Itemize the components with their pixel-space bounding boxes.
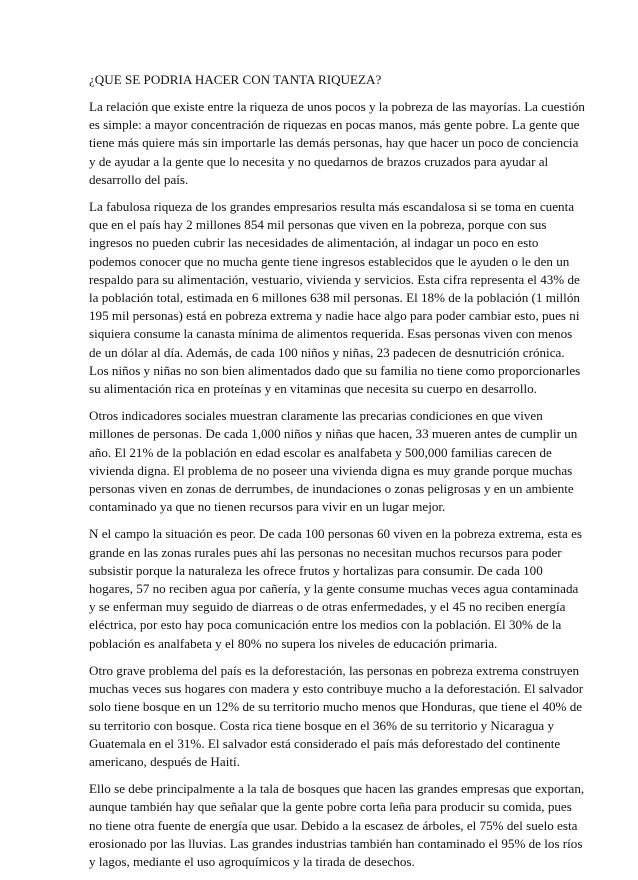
paragraph-riqueza-pobreza: La relación que existe entre la riqueza de unos pocos y la pobreza de las mayorías. La cuestión es simple: a mayor concentración de riquezas en pocas manos, más gente pobre. La gente que tiene más quiere más sin importarle las demás personas, hay que hacer un poco de conciencia y de ayudar a la gente que lo necesita y no quedarnos de brazos cruzados para ayudar al desarrollo del país. (89, 99, 585, 187)
paragraph-empresarios-pobreza: La fabulosa riqueza de los grandes empresarios resulta más escandalosa si se toma en cuenta que en el país hay 2 millones 854 mil personas que viven en la pobreza, porque con sus ingresos no pueden cubrir las necesidades de alimentación, al indagar un poco en esto podemos conocer que no mucha gente tiene ingresos establecidos que le ayuden o le den un respaldo para su alimentación, vestuario, vivienda y servicios. Esta cifra representa el 43% de la población total, estimada en 6 millones 638 mil personas. El 18% de la población (1 millón 195 mil personas) está en pobreza extrema y nadie hace algo para poder cambiar esto, pues ni siquiera consume la canasta mínima de alimentos requerida. Esas personas viven con menos de un dólar al día. Además, de cada 100 niños y niñas, 23 padecen de desnutrición crónica. Los niños y niñas no son bien alimentados dado que su familia no tiene como proporcionarles su alimentación rica en proteínas y en vitaminas que necesita su cuerpo en desarrollo. (89, 199, 581, 397)
document-title: ¿QUE SE PODRIA HACER CON TANTA RIQUEZA? (89, 72, 382, 87)
paragraph-tala-bosques: Ello se debe principalmente a la tala de bosques que hacen las grandes empresas que exportan, aunque también hay que señalar que la gente pobre corta leña para producir su comida, pues no tiene otra fuente de energía que usar. Debido a la escasez de árboles, el 75% del suelo esta erosionado por las lluvias. Las grandes industrias también han contaminado el 95% de los ríos y lagos, mediante el uso agroquímicos y la tirada de desechos. (89, 781, 585, 869)
paragraph-deforestacion: Otro grave problema del país es la deforestación, las personas en pobreza extrema construyen muchas veces sus hogares con madera y esto contribuye mucho a la deforestación. El salvador solo tiene bosque en un 12% de su territorio mucho menos que Honduras, que tiene el 40% de su territorio con bosque. Costa rica tiene bosque en el 36% de su territorio y Nicaragua y Guatemala en el 31%. El salvador está considerado el país más deforestado del continente americano, después de Haití. (89, 662, 584, 769)
document-body (89, 71, 586, 880)
paragraph-campo: N el campo la situación es peor. De cada 100 personas 60 viven en la pobreza extrema, esta es grande en las zonas rurales pues ahí las personas no necesitan muchos recursos para poder subsistir porque la naturaleza les ofrece frutos y hortalizas para consumir. De cada 100 hogares, 57 no reciben agua por cañería, y la gente consume muchas veces agua contaminada y se enferman muy seguido de diarreas o de otras enfermedades, y el 45 no reciben energía eléctrica, por esto hay poca comunicación entre los medios con la población. El 30% de la población es analfabeta y el 80% no supera los niveles de educación primaria. (89, 526, 583, 651)
paragraph-indicadores-sociales: Otros indicadores sociales muestran claramente las precarias condiciones en que viven millones de personas. De cada 1,000 niños y niñas que hacen, 33 mueren antes de cumplir un año. El 21% de la población en edad escolar es analfabeta y 500,000 familias carecen de vivienda digna. El problema de no poseer una vivienda digna es muy grande porque muchas personas viven en zonas de derrumbes, de inundaciones o zonas peligrosas y en un ambiente contaminado ya que no tienen recursos para vivir en un lugar mejor. (89, 408, 578, 515)
